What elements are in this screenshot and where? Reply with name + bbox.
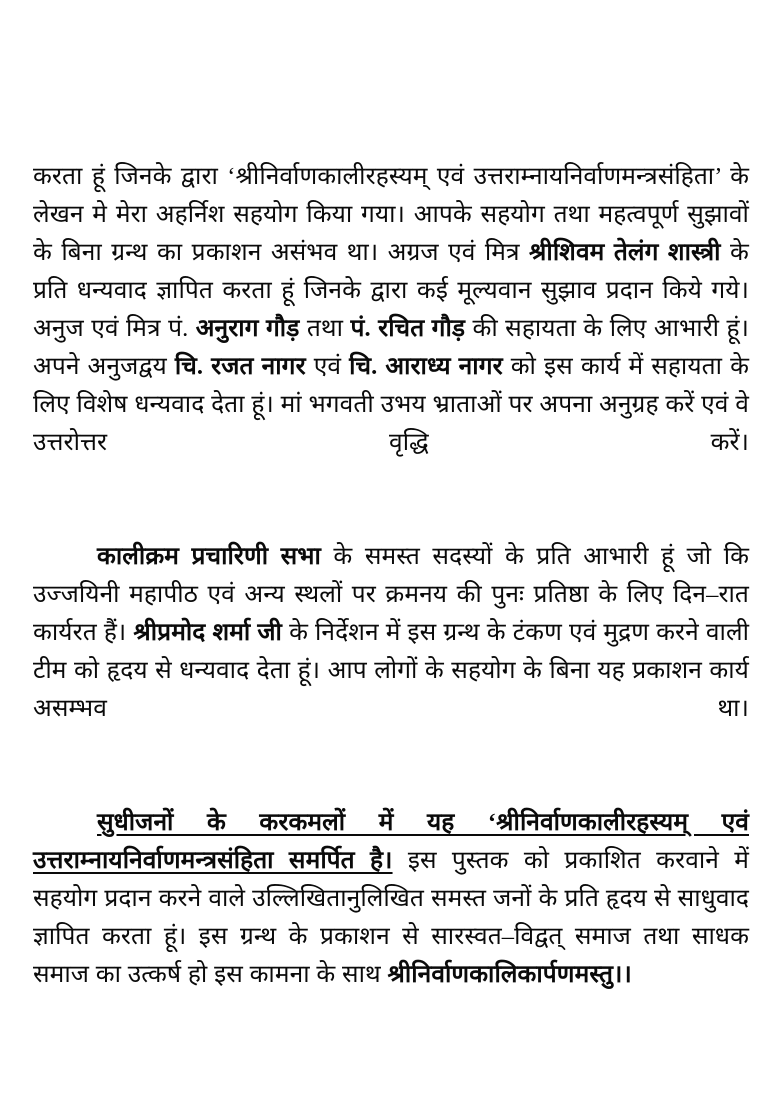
text-run-kalikram-sabha-1: के समस्त सदस्यों के प्रति आभारी हूं जो कि उज्जयिनी महापीठ एवं अन्य स्थलों पर क्रमनय की पुनः प्रतिष्ठा के लिए दिन–रात कार्यरत हैं। bbox=[33, 543, 749, 646]
paragraph-dedication bbox=[33, 804, 749, 994]
text-run-kalikram-sabha-3: के निर्देशन में इस ग्रन्थ के टंकण एवं मुद्रण करने वाली टीम को हृदय से धन्यवाद देता हूं। आप लोगों के सहयोग के बिना यह प्रकाशन कार्य असम्भव था। bbox=[33, 619, 750, 722]
text-run-acknowledgement-continued-9: चि. आराध्य नागर bbox=[349, 353, 503, 380]
text-run-dedication-2: श्रीनिर्वाणकालिकार्पणमस्तु।। bbox=[387, 961, 632, 988]
text-run-kalikram-sabha-2: श्रीप्रमोद शर्मा जी bbox=[133, 619, 283, 646]
text-run-acknowledgement-continued-6: की सहायता के लिए आभारी हूं। अपने अनुजद्वय bbox=[33, 315, 750, 380]
text-run-acknowledgement-continued-7: चि. रजत नागर bbox=[174, 353, 306, 380]
text-run-acknowledgement-continued-10: को इस कार्य में सहायता के लिए विशेष धन्यवाद देता हूं। मां भगवती उभय भ्राताओं पर अपना अनुग्रह करें एवं वे उत्तरोत्तर वृद्धि करें। bbox=[33, 353, 750, 456]
page-text-body bbox=[33, 158, 749, 994]
paragraph-kalikram-sabha bbox=[33, 538, 749, 766]
text-run-acknowledgement-continued-1: श्रीशिवम तेलंग शास्त्री bbox=[529, 239, 721, 266]
text-run-acknowledgement-continued-5: पं. रचित गौड़ bbox=[350, 315, 466, 342]
text-run-acknowledgement-continued-2: के प्रति धन्यवाद ज्ञापित करता हूं जिनके द्वारा कई मूल्यवान सुझाव प्रदान किये गये। अनुज एवं मित्र पं. bbox=[33, 239, 749, 342]
text-run-acknowledgement-continued-0: करता हूं जिनके द्वारा ‘श्रीनिर्वाणकालीरहस्यम् एवं उत्तराम्नायनिर्वाणमन्त्रसंहिता’ के लेखन मे मेरा अहर्निश सहयोग किया गया। आपके सहयोग तथा महत्वपूर्ण सुझावों के बिना ग्रन्थ का प्रकाशन असंभव था। अग्रज एवं मित्र bbox=[33, 163, 749, 266]
text-run-kalikram-sabha-0: कालीक्रम प्रचारिणी सभा bbox=[97, 543, 321, 570]
paragraph-acknowledgement-continued bbox=[33, 158, 749, 500]
text-run-acknowledgement-continued-4: तथा bbox=[299, 315, 351, 342]
text-run-acknowledgement-continued-3: अनुराग गौड़ bbox=[195, 315, 300, 342]
text-run-acknowledgement-continued-8: एवं bbox=[305, 353, 350, 380]
text-run-dedication-0: सुधीजनों के करकमलों में यह ‘श्रीनिर्वाणकालीरहस्यम् एवं उत्तराम्नायनिर्वाणमन्त्रसंहिता समर्पित है। bbox=[33, 809, 749, 874]
text-run-dedication-1: इस पुस्तक को प्रकाशित करवाने में सहयोग प्रदान करने वाले उल्लिखितानुलिखित समस्त जनों के प्रति हृदय से साधुवाद ज्ञापित करता हूं। इस ग्रन्थ के प्रकाशन से सारस्वत–विद्वत् समाज तथा साधक समाज का उत्कर्ष हो इस कामना के साथ bbox=[33, 847, 749, 988]
